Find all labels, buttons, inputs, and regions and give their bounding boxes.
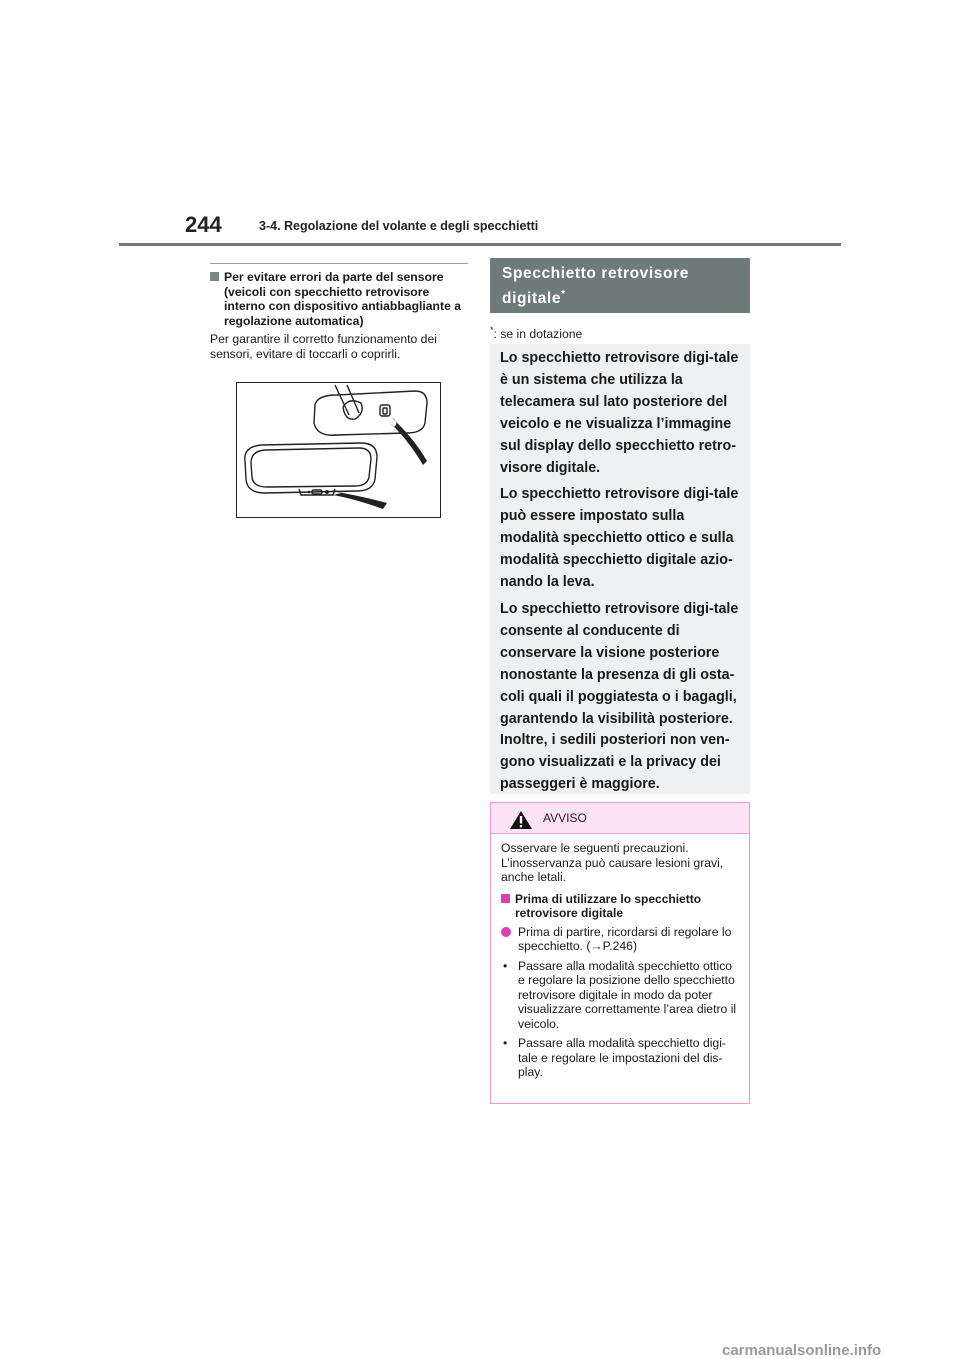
pink-square-bullet-icon	[501, 894, 510, 903]
intro-paragraph: Lo specchietto retrovisore digi-tale consente al conducente di conservare la visione posteriore nonostante la presenza di gli osta-coli quali il poggiatesta o i bagagli, garantendo la visibilità posteriore. Inoltre, i sedili posteriori non ven-gono visualizzati e la privacy dei passeggeri è maggiore.	[500, 600, 739, 793]
section-divider	[210, 263, 468, 264]
intro-box	[490, 344, 750, 794]
intro-paragraph: Lo specchietto retrovisore digi-tale è un sistema che utilizza la telecamera sul lato posteriore del veicolo e ne visualizza l’immagine sul display dello specchietto retro-visore digitale.	[500, 350, 739, 476]
chapter-title: 3-4. Regolazione del volante e degli specchietti	[259, 219, 539, 233]
sensor-heading-text: Per evitare errori da parte del sensore (veicoli con specchietto retrovisore interno con dispositivo antiabbagliante a regolazione automatica)	[224, 270, 462, 328]
warning-heading	[501, 892, 739, 921]
section-title-marker: *	[561, 288, 566, 300]
pink-circle-bullet-icon	[501, 927, 511, 937]
mirror-illustration	[236, 382, 441, 518]
intro-paragraph: Lo specchietto retrovisore digi-tale può essere impostato sulla modalità specchietto ottico e sulla modalità specchietto digitale azio-nando la leva.	[500, 486, 739, 591]
section-title	[490, 258, 750, 313]
sensor-heading	[210, 270, 468, 328]
warning-intro: Osservare le seguenti precauzioni. L’inosservanza può causare lesioni gravi, anche letali.	[501, 841, 724, 884]
sensor-body-text: Per garantire il corretto funzionamento dei sensori, evitare di toccarli o coprirli.	[210, 332, 437, 361]
warning-circle-item-text: Prima di partire, ricordarsi di regolare lo specchietto. (→P.246)	[518, 924, 732, 953]
header-rule	[119, 243, 841, 246]
left-column	[210, 263, 468, 361]
bullet-dot-icon: •	[503, 1036, 508, 1050]
warning-box	[490, 802, 750, 1104]
bullet-dot-icon: •	[503, 958, 508, 973]
footnote-marker: *	[490, 325, 494, 335]
warning-header	[491, 803, 749, 834]
section-title-text: Specchietto retrovisore digitale	[502, 265, 689, 307]
warning-triangle-icon	[509, 810, 533, 830]
square-bullet-icon	[210, 272, 219, 281]
warning-bullet-item	[501, 1036, 739, 1080]
page-number: 244	[185, 212, 222, 237]
warning-bullet-item	[501, 959, 739, 1032]
warning-bullet-text: Passare alla modalità specchietto digi-tale e regolare le impostazioni del dis-play.	[518, 1036, 726, 1079]
warning-circle-item	[501, 925, 739, 954]
warning-body	[491, 834, 749, 1080]
footnote	[490, 325, 582, 341]
watermark: carmanualsonline.info	[722, 1342, 882, 1359]
warning-heading-text: Prima di utilizzare lo specchietto retrovisore digitale	[515, 891, 702, 920]
warning-label: AVVISO	[543, 811, 587, 825]
rearview-mirror-drawing	[237, 383, 440, 517]
warning-bullet-text: Passare alla modalità specchietto ottico e regolare la posizione dello specchietto retrovisore digitale in modo da poter visualizzare correttamente l’area dietro il veicolo.	[518, 958, 737, 1031]
footnote-text: : se in dotazione	[493, 327, 583, 342]
